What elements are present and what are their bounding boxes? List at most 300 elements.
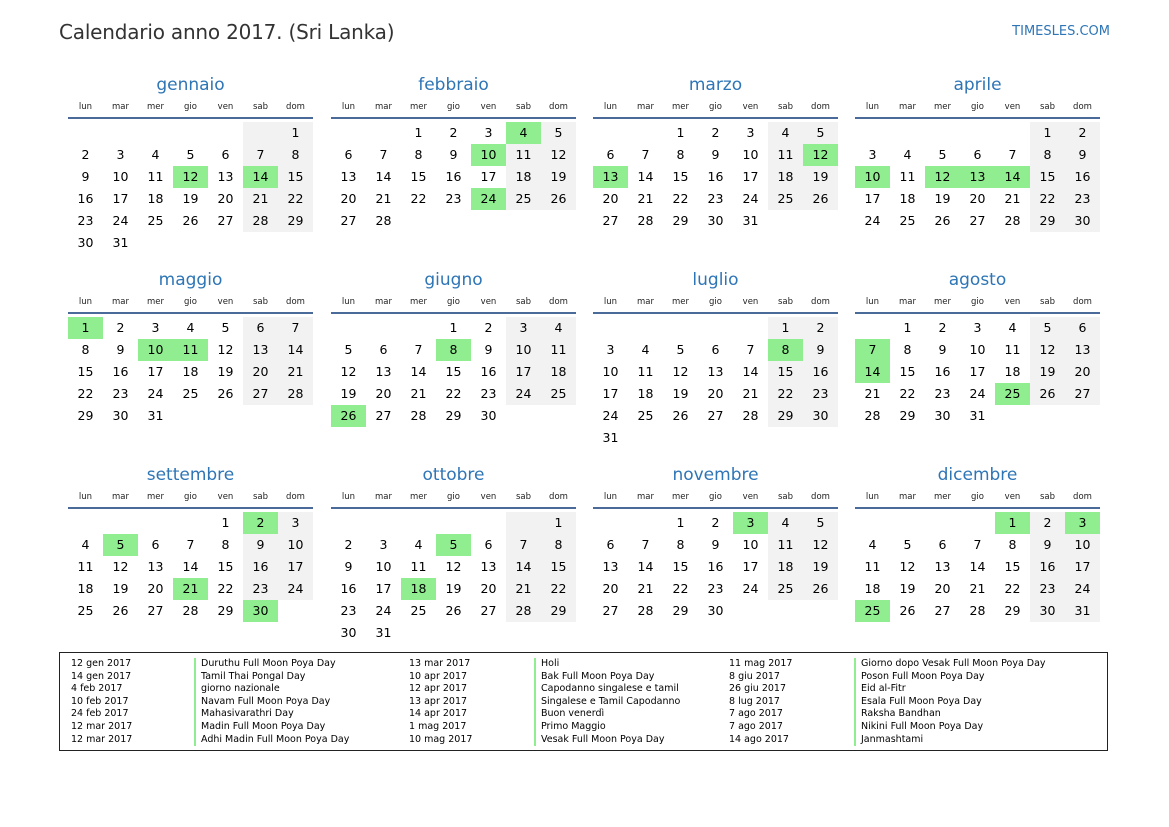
weekday-header [331,101,576,119]
day-cell: 18 [768,556,803,578]
day-cell: 6 [484,537,493,552]
weekday-label: sab [515,102,532,112]
weekday-label: ven [742,102,759,112]
day-cell: 28 [637,603,654,618]
weekday-label: mar [637,297,654,307]
day-cell: 25 [77,603,94,618]
day-cell: 27 [969,213,986,228]
day-cell: 4 [414,537,423,552]
day-cell: 16 [803,361,838,383]
day-cell: 19 [899,581,916,596]
day-cell: 30 [77,235,94,250]
day-cell: 21 [637,581,654,596]
day-cell: 13 [375,364,392,379]
day-cell: 31 [112,235,129,250]
weekday-label: mer [671,297,689,307]
day-cell: 22 [278,188,313,210]
weekday-label: ven [480,297,497,307]
weekday-label: sab [777,297,794,307]
holiday-name: Adhi Madin Full Moon Poya Day [194,734,349,747]
month-name: agosto [948,270,1007,290]
day-cell: 18 [77,581,94,596]
day-cell: 12 [217,342,234,357]
day-cell: 20 [375,386,392,401]
day-cell: 19 [803,166,838,188]
day-cell: 15 [1004,559,1021,574]
site-link[interactable]: TIMESLES.COM [1012,24,1110,39]
day-cell: 17 [147,364,164,379]
weekday-label: sab [777,102,794,112]
day-cell: 15 [768,361,803,383]
holiday-day-cell: 10 [138,339,173,361]
weekday-label: ven [1004,297,1021,307]
days-grid [593,317,838,449]
day-cell: 25 [899,213,916,228]
month-name: dicembre [937,465,1018,485]
days-grid [331,122,576,232]
day-cell: 23 [707,581,724,596]
empty-cell [366,317,401,339]
day-cell: 3 [484,125,493,140]
day-cell: 30 [707,213,724,228]
day-cell: 14 [410,364,427,379]
weekday-label: gio [447,102,460,112]
day-cell: 23 [1065,188,1100,210]
day-cell: 30 [1065,210,1100,232]
day-cell: 23 [803,383,838,405]
day-cell: 20 [340,191,357,206]
holiday-day-cell: 3 [1065,512,1100,534]
day-cell: 2 [803,317,838,339]
weekday-label: dom [286,102,305,112]
holiday-day-cell: 30 [243,600,278,622]
day-cell: 15 [278,166,313,188]
day-cell: 2 [1065,122,1100,144]
day-cell: 27 [340,213,357,228]
day-cell: 22 [410,191,427,206]
day-cell: 26 [1030,383,1065,405]
weekday-label: mer [933,102,951,112]
holiday-day-cell: 18 [401,578,436,600]
day-cell: 19 [340,386,357,401]
day-cell: 23 [707,191,724,206]
holiday-day-cell: 10 [471,144,506,166]
weekday-label: mar [375,492,392,502]
month-name: aprile [953,75,1002,95]
holiday-name: Madin Full Moon Poya Day [194,721,325,734]
weekday-label: ven [217,492,234,502]
day-cell: 23 [934,386,951,401]
holiday-day-cell: 8 [436,339,471,361]
day-cell: 13 [217,169,234,184]
weekday-label: mar [112,102,129,112]
day-cell: 12 [672,364,689,379]
holiday-date: 11 mag 2017 [729,658,793,669]
day-cell: 1 [278,122,313,144]
day-cell: 4 [768,122,803,144]
weekday-label: mar [899,102,916,112]
day-cell: 11 [768,144,803,166]
weekday-label: mer [933,492,951,502]
day-cell: 22 [1004,581,1021,596]
day-cell: 12 [340,364,357,379]
day-cell: 1 [221,515,230,530]
day-cell: 27 [934,603,951,618]
weekday-label: lun [865,297,880,307]
weekday-label: gio [709,492,722,502]
day-cell: 16 [243,556,278,578]
day-cell: 9 [116,342,125,357]
day-cell: 12 [899,559,916,574]
day-cell: 21 [1004,191,1021,206]
day-cell: 9 [484,342,493,357]
day-cell: 30 [803,405,838,427]
holiday-date: 10 mag 2017 [409,733,473,745]
day-cell: 21 [742,386,759,401]
day-cell: 15 [672,559,689,574]
weekday-label: mar [899,492,916,502]
empty-cell [208,122,243,144]
day-cell: 17 [278,556,313,578]
weekday-label: mer [146,297,164,307]
day-cell: 19 [112,581,129,596]
weekday-label: ven [217,297,234,307]
weekday-label: lun [78,492,93,502]
day-cell: 28 [864,408,881,423]
empty-cell [628,317,663,339]
weekday-label: lun [78,102,93,112]
day-cell: 6 [973,147,982,162]
weekday-label: sab [1039,297,1056,307]
day-cell: 17 [480,169,497,184]
month-settembre [68,464,313,622]
weekday-label: mar [375,297,392,307]
day-cell: 23 [112,386,129,401]
day-cell: 1 [1030,122,1065,144]
weekday-label: dom [549,297,568,307]
day-cell: 6 [711,342,720,357]
empty-cell [103,512,138,534]
days-grid [68,512,313,622]
month-name: ottobre [422,465,485,485]
day-cell: 5 [803,512,838,534]
day-cell: 23 [480,386,497,401]
holiday-date: 4 feb 2017 [71,683,123,695]
day-cell: 22 [899,386,916,401]
day-cell: 10 [602,364,619,379]
day-cell: 29 [672,213,689,228]
day-cell: 26 [182,213,199,228]
day-cell: 26 [899,603,916,618]
holiday-name: Duruthu Full Moon Poya Day [194,658,336,671]
holiday-day-cell: 13 [960,166,995,188]
month-agosto [855,269,1100,427]
weekday-header [331,296,576,314]
day-cell: 17 [602,386,619,401]
day-cell: 27 [1065,383,1100,405]
weekday-header [331,491,576,509]
empty-cell [960,512,995,534]
holiday-name: Vesak Full Moon Poya Day [534,734,664,747]
day-cell: 16 [1030,556,1065,578]
day-cell: 1 [903,320,912,335]
weekday-label: gio [971,492,984,502]
weekday-label: ven [480,492,497,502]
weekday-label: gio [184,297,197,307]
holiday-date: 1 mag 2017 [409,720,467,732]
day-cell: 3 [116,147,125,162]
day-cell: 28 [637,213,654,228]
weekday-label: sab [515,297,532,307]
day-cell: 2 [116,320,125,335]
day-cell: 16 [480,364,497,379]
weekday-label: gio [184,102,197,112]
holiday-day-cell: 10 [855,166,890,188]
day-cell: 9 [938,342,947,357]
days-grid [855,122,1100,232]
day-cell: 7 [641,147,650,162]
month-gennaio [68,74,313,254]
day-cell: 16 [1065,166,1100,188]
day-cell: 28 [243,210,278,232]
holiday-date: 12 apr 2017 [409,683,468,695]
empty-cell [173,512,208,534]
day-cell: 1 [449,320,458,335]
day-cell: 12 [445,559,462,574]
day-cell: 7 [278,317,313,339]
weekday-label: lun [865,102,880,112]
day-cell: 21 [969,581,986,596]
weekday-label: mer [146,492,164,502]
day-cell: 16 [340,581,357,596]
holiday-name: Esala Full Moon Poya Day [854,696,982,709]
day-cell: 9 [1065,144,1100,166]
weekday-label: ven [480,102,497,112]
weekday-label: sab [515,492,532,502]
day-cell: 6 [151,537,160,552]
day-cell: 7 [243,144,278,166]
day-cell: 13 [243,339,278,361]
day-cell: 14 [969,559,986,574]
empty-cell [138,512,173,534]
day-cell: 18 [637,386,654,401]
day-cell: 19 [445,581,462,596]
month-luglio [593,269,838,449]
empty-cell [68,512,103,534]
day-cell: 24 [742,581,759,596]
day-cell: 15 [445,364,462,379]
day-cell: 22 [445,386,462,401]
day-cell: 14 [278,339,313,361]
month-name: settembre [146,465,235,485]
empty-cell [925,512,960,534]
holiday-day-cell: 12 [803,144,838,166]
day-cell: 31 [375,625,392,640]
day-cell: 27 [243,383,278,405]
day-cell: 9 [449,147,458,162]
day-cell: 19 [934,191,951,206]
holiday-name: Primo Maggio [534,721,606,734]
holiday-name: Mahasivarathri Day [194,708,294,721]
month-name: marzo [688,75,743,95]
day-cell: 24 [1065,578,1100,600]
day-cell: 18 [899,191,916,206]
day-cell: 31 [742,213,759,228]
day-cell: 27 [707,408,724,423]
holiday-date: 10 feb 2017 [71,695,129,707]
day-cell: 28 [969,603,986,618]
holiday-day-cell: 8 [768,339,803,361]
holiday-name: Poson Full Moon Poya Day [854,671,985,684]
holiday-legend [59,652,1108,751]
days-grid [593,122,838,232]
day-cell: 10 [742,147,759,162]
weekday-header [855,296,1100,314]
day-cell: 2 [938,320,947,335]
day-cell: 20 [602,581,619,596]
day-cell: 23 [77,213,94,228]
month-name: febbraio [418,75,489,95]
day-cell: 3 [746,125,755,140]
holiday-day-cell: 12 [925,166,960,188]
weekday-header [68,101,313,119]
day-cell: 30 [480,408,497,423]
day-cell: 8 [903,342,912,357]
day-cell: 15 [217,559,234,574]
day-cell: 28 [410,408,427,423]
weekday-label: dom [811,102,830,112]
holiday-name: Bak Full Moon Poya Day [534,671,654,684]
holiday-date: 26 giu 2017 [729,683,786,695]
day-cell: 9 [1030,534,1065,556]
weekday-label: sab [252,102,269,112]
day-cell: 17 [969,364,986,379]
weekday-label: sab [1039,102,1056,112]
day-cell: 29 [768,405,803,427]
day-cell: 28 [506,600,541,622]
empty-cell [173,122,208,144]
day-cell: 2 [711,515,720,530]
day-cell: 15 [899,364,916,379]
empty-cell [103,122,138,144]
day-cell: 27 [602,603,619,618]
holiday-day-cell: 3 [733,512,768,534]
day-cell: 4 [151,147,160,162]
month-name: novembre [672,465,759,485]
weekday-label: gio [709,102,722,112]
weekday-label: ven [1004,102,1021,112]
day-cell: 20 [147,581,164,596]
day-cell: 5 [541,122,576,144]
empty-cell [855,122,890,144]
day-cell: 31 [602,430,619,445]
weekday-label: gio [709,297,722,307]
weekday-label: ven [742,492,759,502]
holiday-day-cell: 14 [855,361,890,383]
day-cell: 14 [637,169,654,184]
day-cell: 8 [1030,144,1065,166]
day-cell: 7 [1008,147,1017,162]
day-cell: 15 [1030,166,1065,188]
month-name: luglio [692,270,739,290]
empty-cell [366,122,401,144]
day-cell: 8 [676,147,685,162]
day-cell: 2 [449,125,458,140]
day-cell: 10 [375,559,392,574]
day-cell: 26 [934,213,951,228]
day-cell: 7 [973,537,982,552]
weekday-label: mer [933,297,951,307]
day-cell: 27 [375,408,392,423]
weekday-label: gio [447,492,460,502]
holiday-date: 7 ago 2017 [729,708,783,720]
day-cell: 16 [112,364,129,379]
days-grid [331,317,576,427]
day-cell: 17 [742,559,759,574]
day-cell: 25 [637,408,654,423]
day-cell: 30 [340,625,357,640]
month-giugno [331,269,576,427]
day-cell: 18 [541,361,576,383]
weekday-header [855,101,1100,119]
holiday-name: Nikini Full Moon Poya Day [854,721,983,734]
day-cell: 6 [221,147,230,162]
day-cell: 23 [1030,578,1065,600]
day-cell: 6 [379,342,388,357]
day-cell: 21 [243,188,278,210]
weekday-label: lun [603,297,618,307]
day-cell: 6 [606,147,615,162]
weekday-label: dom [811,297,830,307]
empty-cell [925,122,960,144]
page-title: Calendario anno 2017. (Sri Lanka) [59,20,395,44]
day-cell: 19 [182,191,199,206]
days-grid [855,317,1100,427]
day-cell: 10 [742,537,759,552]
holiday-day-cell: 25 [995,383,1030,405]
day-cell: 1 [541,512,576,534]
day-cell: 28 [1004,213,1021,228]
day-cell: 17 [112,191,129,206]
day-cell: 2 [1030,512,1065,534]
holiday-day-cell: 14 [995,166,1030,188]
empty-cell [663,317,698,339]
empty-cell [855,512,890,534]
day-cell: 25 [182,386,199,401]
day-cell: 8 [1008,537,1017,552]
weekday-label: ven [1004,492,1021,502]
weekday-label: dom [549,102,568,112]
weekday-label: dom [549,492,568,502]
holiday-day-cell: 13 [593,166,628,188]
day-cell: 22 [217,581,234,596]
month-name: giugno [424,270,483,290]
weekday-label: ven [217,102,234,112]
empty-cell [401,512,436,534]
day-cell: 5 [676,342,685,357]
holiday-day-cell: 2 [243,512,278,534]
day-cell: 22 [672,191,689,206]
day-cell: 10 [112,169,129,184]
empty-cell [698,317,733,339]
month-name: maggio [158,270,223,290]
holiday-day-cell: 5 [436,534,471,556]
day-cell: 13 [707,364,724,379]
day-cell: 5 [221,320,230,335]
day-cell: 6 [938,537,947,552]
holiday-name: Raksha Bandhan [854,708,941,721]
day-cell: 13 [147,559,164,574]
